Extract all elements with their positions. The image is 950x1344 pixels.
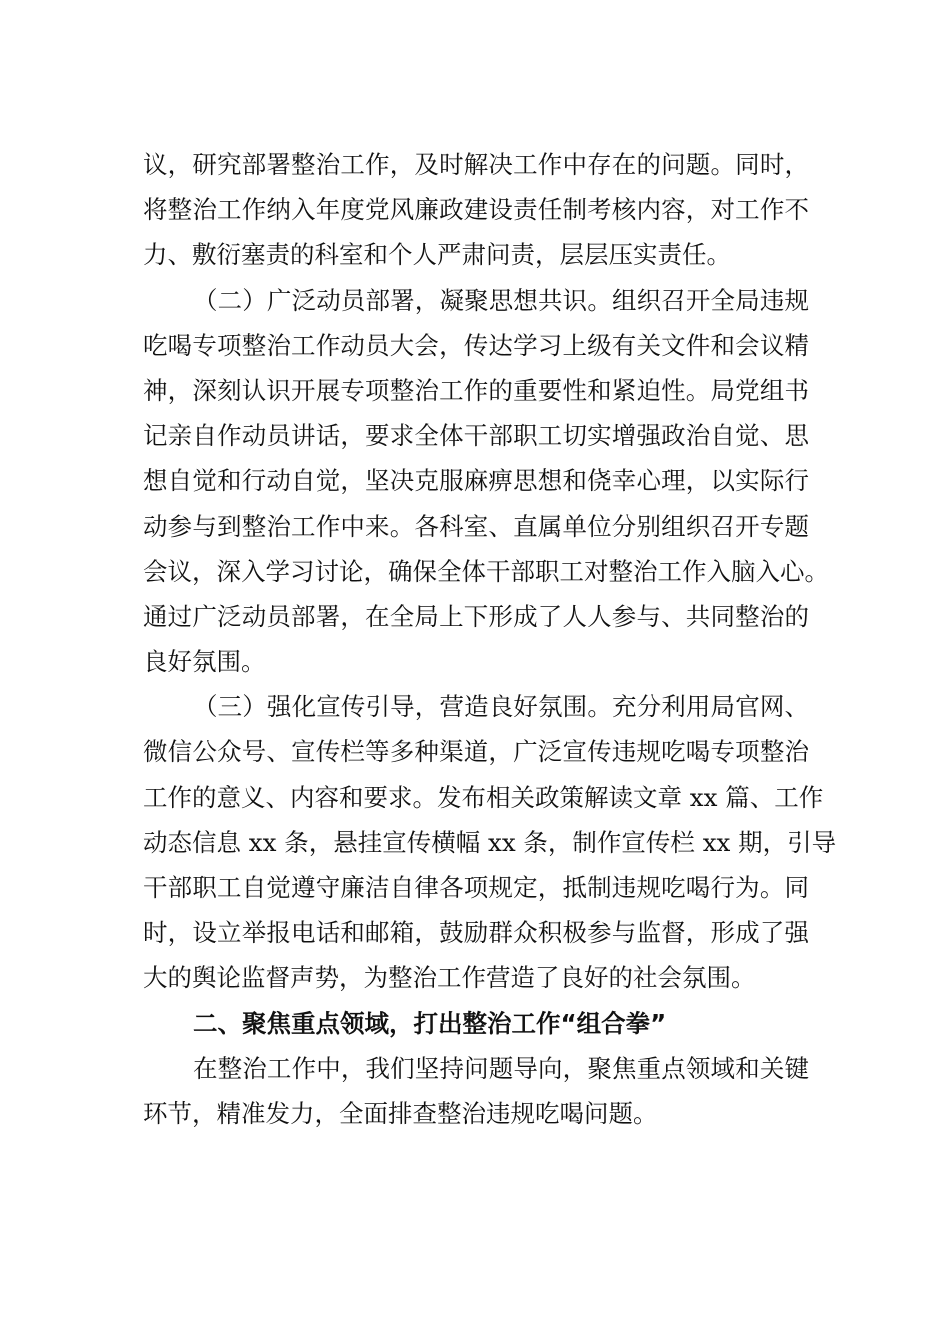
paragraph-mobilization <box>143 278 829 685</box>
text-line: 工作的意义、内容和要求。发布相关政策解读文章 xx 篇、工作 <box>143 782 824 812</box>
text-line: 想自觉和行动自觉，坚决克服麻痹思想和侥幸心理，以实际行 <box>143 466 809 496</box>
text-line: 吃喝专项整治工作动员大会，传达学习上级有关文件和会议精 <box>143 330 809 360</box>
text-line: 良好氛围。 <box>143 647 266 677</box>
text-line: 环节，精准发力，全面排查整治违规吃喝问题。 <box>143 1098 658 1128</box>
text-line: 大的舆论监督声势，为整治工作营造了良好的社会氛围。 <box>143 963 756 993</box>
text-line: 干部职工自觉遵守廉洁自律各项规定，抵制违规吃喝行为。同 <box>143 873 809 902</box>
text-line: 将整治工作纳入年度党风廉政建设责任制考核内容，对工作不 <box>143 195 809 225</box>
document-page <box>143 142 837 1136</box>
text-line: 微信公众号、宣传栏等多种渠道，广泛宣传违规吃喝专项整治 <box>143 737 809 767</box>
paragraph-publicity <box>143 684 837 1000</box>
text-line: 记亲自作动员讲话，要求全体干部职工切实增强政治自觉、思 <box>143 421 809 451</box>
text-line: 议，研究部署整治工作，及时解决工作中存在的问题。同时， <box>143 150 809 179</box>
text-line: 时，设立举报电话和邮箱，鼓励群众积极参与监督，形成了强 <box>143 918 809 948</box>
text-line: （二）广泛动员部署，凝聚思想共识。组织召开全局违规 <box>193 285 809 315</box>
text-line: 通过广泛动员部署，在全局上下形成了人人参与、共同整治的 <box>143 601 809 631</box>
text-line: 动态信息 xx 条，悬挂宣传横幅 xx 条，制作宣传栏 xx 期，引导 <box>143 827 837 857</box>
text-line: 会议，深入学习讨论，确保全体干部职工对整治工作入脑入心。 <box>143 556 829 586</box>
text-line: 神，深刻认识开展专项整治工作的重要性和紧迫性。局党组书 <box>143 375 809 405</box>
text-line: 动参与到整治工作中来。各科室、直属单位分别组织召开专题 <box>143 511 809 541</box>
text-line: （三）强化宣传引导，营造良好氛围。充分利用局官网、 <box>193 692 809 722</box>
paragraph-focus <box>143 1046 809 1136</box>
section-heading: 二、聚焦重点领域，打出整治工作“组合拳” <box>193 1008 667 1038</box>
text-line: 在整治工作中，我们坚持问题导向，聚焦重点领域和关键 <box>193 1053 809 1083</box>
text-line: 力、敷衍塞责的科室和个人严肃问责，层层压实责任。 <box>143 240 731 270</box>
paragraph-accountability <box>143 142 809 278</box>
